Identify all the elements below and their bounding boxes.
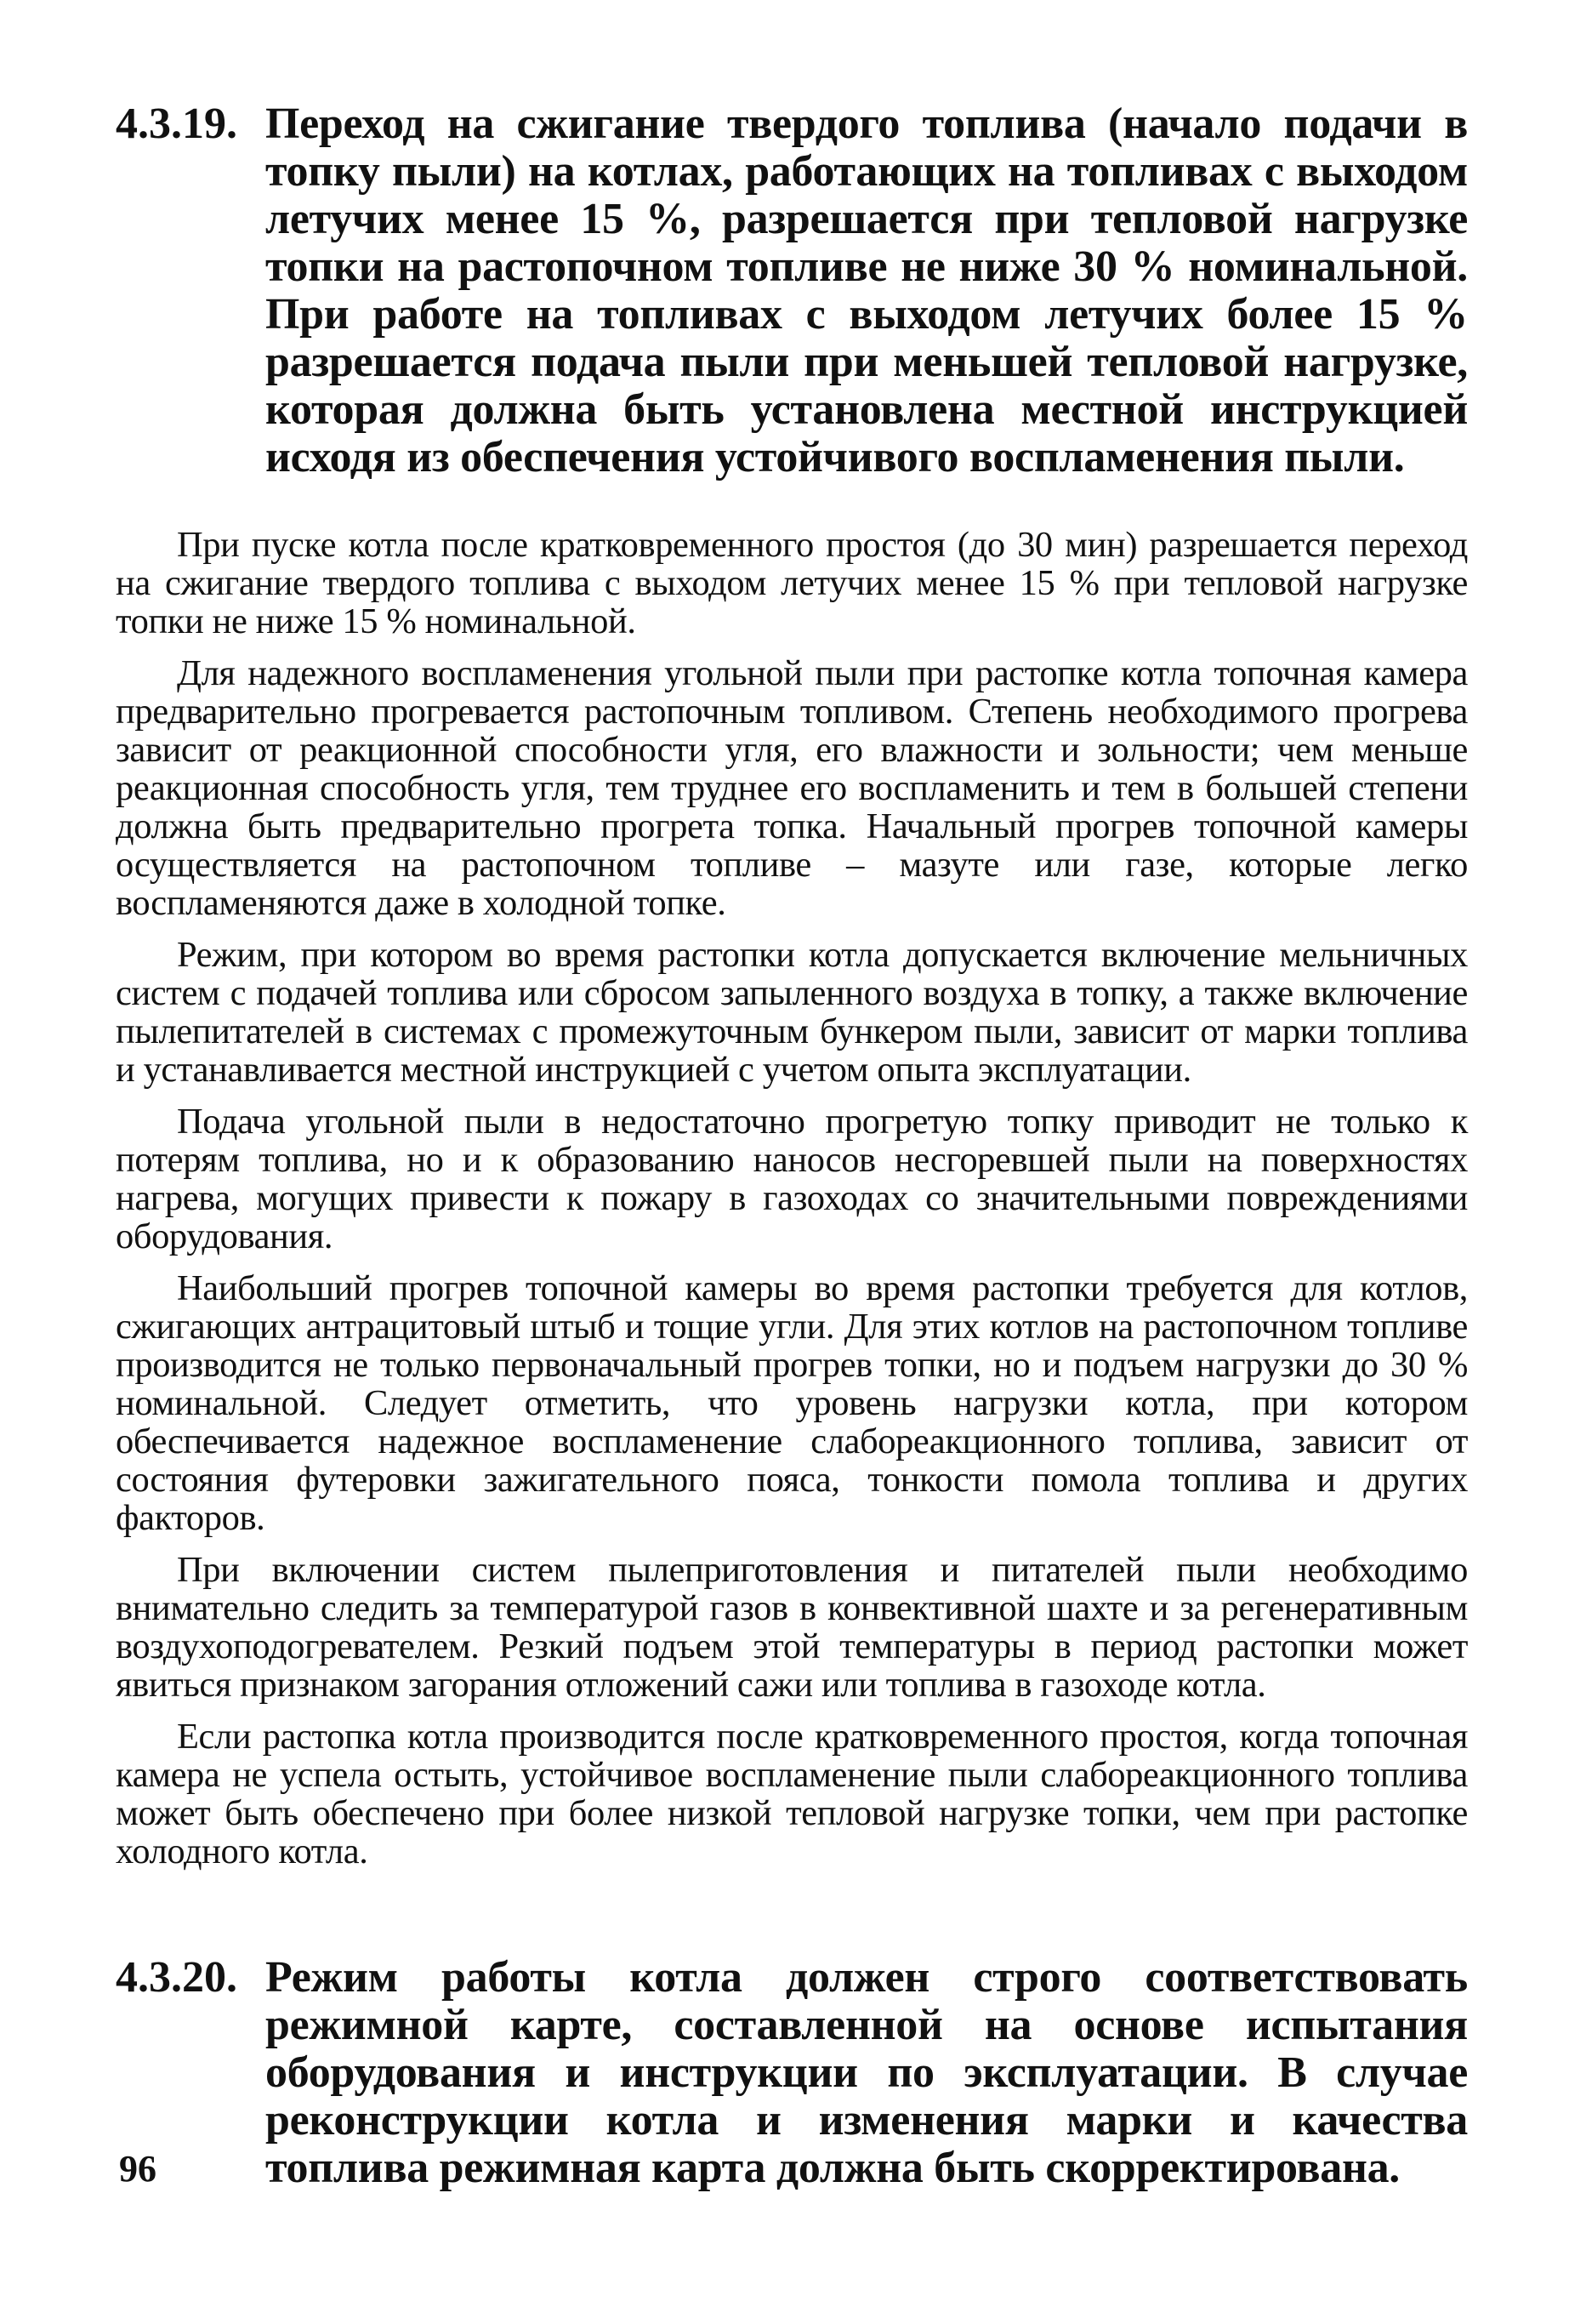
- paragraph: При пуске котла после кратковременного простоя (до 30 мин) разрешается переход на сжигание твердого топлива с выходом летучих менее 15 % при тепловой нагрузке топки не ниже 15 % номинальной.: [116, 525, 1468, 641]
- paragraph: Если растопка котла производится после кратковременного простоя, когда топочная камера не успела остыть, устойчивое воспламенение пыли слабореакционного топлива может быть обеспечено при более низкой тепловой нагрузке топки, чем при растопке холодного котла.: [116, 1717, 1468, 1871]
- section-number: 4.3.19.: [116, 100, 237, 148]
- section-heading-text: Режим работы котла должен строго соответствовать режимной карте, составленной на основе испытания оборудования и инструкции по эксплуатации. В случае реконструкции котла и изменения марки и качества топлива режимная карта должна быть скорректирована.: [265, 1953, 1468, 2192]
- paragraph: Для надежного воспламенения угольной пыли при растопке котла топочная камера предварительно прогревается растопочным топливом. Степень необходимого прогрева зависит от реакционной способности угля, его влажности и зольности; чем меньше реакционная способность угля, тем труднее его воспламенить и тем в большей степени должна быть предварительно прогрета топка. Начальный прогрев топочной камеры осуществляется на растопочном топливе – мазуте или газе, которые легко воспламеняются даже в холодной топке.: [116, 653, 1468, 923]
- paragraph: При включении систем пылеприготовления и питателей пыли необходимо внимательно следить за температурой газов в конвективной шахте и за регенеративным воздухоподогревателем. Резкий подъем этой температуры в период растопки может явиться признаком загорания отложений сажи или топлива в газоходе котла.: [116, 1550, 1468, 1705]
- section-4-3-19: [116, 100, 1468, 481]
- page: [116, 100, 1468, 2192]
- paragraph: Наибольший прогрев топочной камеры во время растопки требуется для котлов, сжигающих антрацитовый штыб и тощие угли. Для этих котлов на растопочном топливе производится не только первоначальный прогрев топки, но и подъем нагрузки до 30 % номинальной. Следует отметить, что уровень нагрузки котла, при котором обеспечивается надежное воспламенение слабореакционного топлива, зависит от состояния футеровки зажигательного пояса, тонкости помола топлива и других факторов.: [116, 1268, 1468, 1538]
- commentary-text: [116, 526, 1468, 1871]
- section-heading-text: Переход на сжигание твердого топлива (начало подачи в топку пыли) на котлах, работающих на топливах с выходом летучих менее 15 %, разрешается при тепловой нагрузке топки на растопочном топливе не ниже 30 % номинальной. При работе на топливах с выходом летучих более 15 % разрешается подача пыли при меньшей тепловой нагрузке, которая должна быть установлена местной инструкцией исходя из обеспечения устойчивого воспламенения пыли.: [265, 100, 1468, 481]
- page-number: 96: [119, 2148, 156, 2190]
- section-number: 4.3.20.: [116, 1953, 237, 2002]
- paragraph: Режим, при котором во время растопки котла допускается включение мельничных систем с подачей топлива или сбросом запыленного воздуха в топку, а также включение пылепитателей в системах с промежуточным бункером пыли, зависит от марки топлива и устанавливается местной инструкцией с учетом опыта эксплуатации.: [116, 935, 1468, 1090]
- section-4-3-20: [116, 1954, 1468, 2192]
- paragraph: Подача угольной пыли в недостаточно прогретую топку приводит не только к потерям топлива, но и к образованию наносов несгоревшей пыли на поверхностях нагрева, могущих привести к пожару в газоходах со значительными повреждениями оборудования.: [116, 1102, 1468, 1256]
